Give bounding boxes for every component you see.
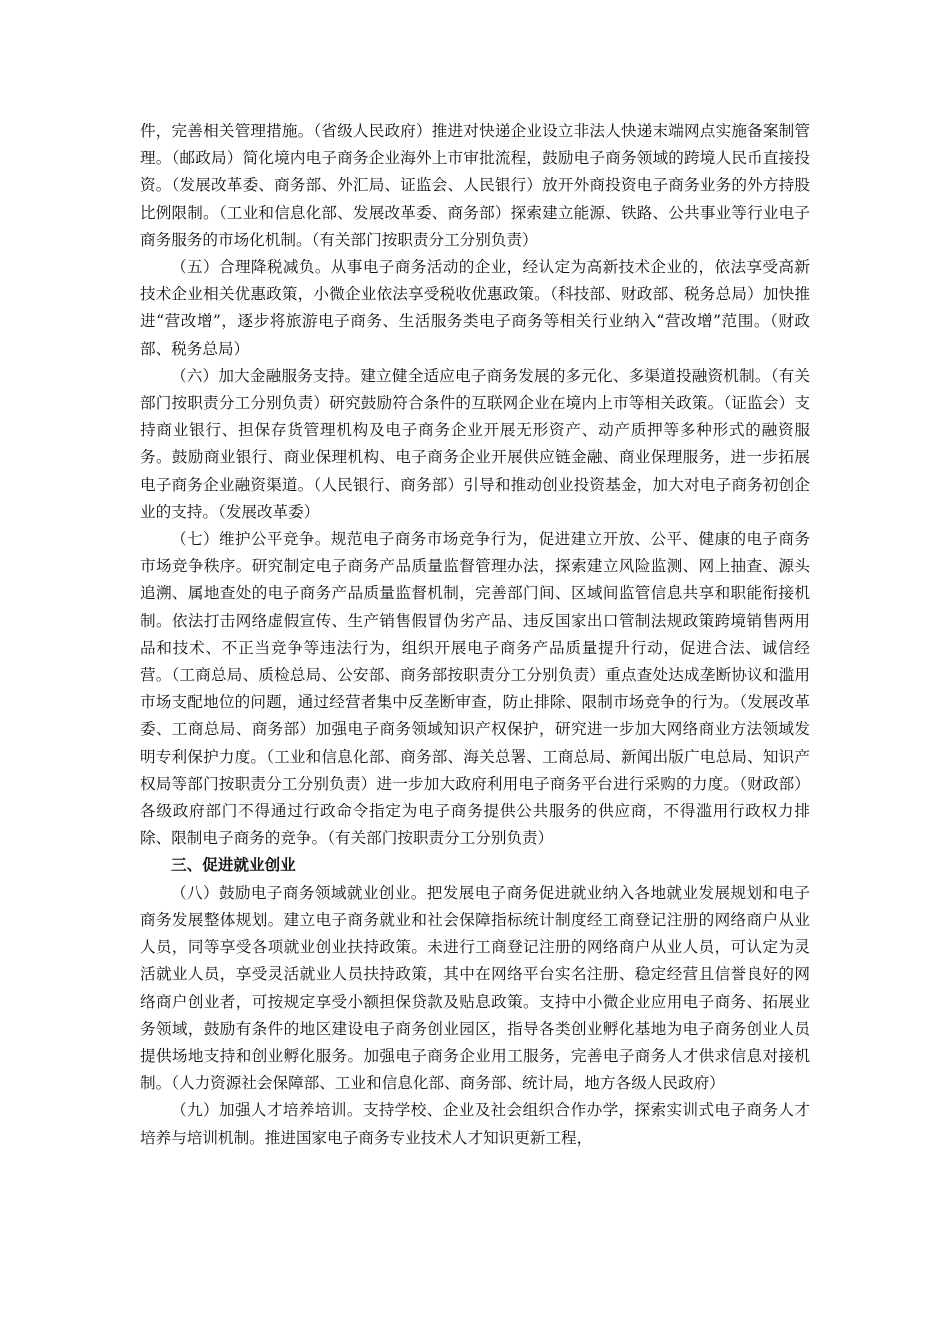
paragraph-tax-reduction: （五）合理降税减负。从事电子商务活动的企业，经认定为高新技术企业的，依法享受高新技术企业相关优惠政策，小微企业依法享受税收优惠政策。（科技部、财政部、税务总局）加快推进“营改增”，逐步将旅游电子商务、生活服务类电子商务等相关行业纳入“营改增”范围。（财政部、税务总局）: [140, 258, 810, 358]
paragraph-employment-entrepreneurship: （八）鼓励电子商务领域就业创业。把发展电子商务促进就业纳入各地就业发展规划和电子商务发展整体规划。建立电子商务就业和社会保障指标统计制度经工商登记注册的网络商户从业人员，同等享受各项就业创业扶持政策。未进行工商登记注册的网络商户从业人员，可认定为灵活就业人员，享受灵活就业人员扶持政策，其中在网络平台实名注册、稳定经营且信誉良好的网络商户创业者，可按规定享受小额担保贷款及贴息政策。支持中小微企业应用电子商务、拓展业务领域，鼓励有条件的地区建设电子商务创业园区，指导各类创业孵化基地为电子商务创业人员提供场地支持和创业孵化服务。加强电子商务企业用工服务，完善电子商务人才供求信息对接机制。（人力资源社会保障部、工业和信息化部、商务部、统计局，地方各级人民政府）: [140, 883, 810, 1093]
paragraph-financial-support: （六）加大金融服务支持。建立健全适应电子商务发展的多元化、多渠道投融资机制。（有关部门按职责分工分别负责）研究鼓励符合条件的互联网企业在境内上市等相关政策。（证监会）支持商业银行、担保存货管理机构及电子商务企业开展无形资产、动产质押等多种形式的融资服务。鼓励商业银行、商业保理机构、电子商务企业开展供应链金融、商业保理服务，进一步拓展电子商务企业融资渠道。（人民银行、商务部）引导和推动创业投资基金，加大对电子商务初创企业的支持。（发展改革委）: [140, 366, 810, 521]
document-page: [140, 118, 810, 1152]
section-heading-employment: 三、促进就业创业: [171, 856, 296, 875]
paragraph-talent-training: （九）加强人才培养培训。支持学校、企业及社会组织合作办学，探索实训式电子商务人才培养与培训机制。推进国家电子商务专业技术人才知识更新工程，: [140, 1101, 810, 1147]
paragraph-continuation: 件，完善相关管理措施。（省级人民政府）推进对快递企业设立非法人快递末端网点实施备案制管理。（邮政局）简化境内电子商务企业海外上市审批流程，鼓励电子商务领域的跨境人民币直接投资。（发展改革委、商务部、外汇局、证监会、人民银行）放开外商投资电子商务业务的外方持股比例限制。（工业和信息化部、发展改革委、商务部）探索建立能源、铁路、公共事业等行业电子商务服务的市场化机制。（有关部门按职责分工分别负责）: [140, 122, 810, 249]
paragraph-fair-competition: （七）维护公平竞争。规范电子商务市场竞争行为，促进建立开放、公平、健康的电子商务市场竞争秩序。研究制定电子商务产品质量监督管理办法，探索建立风险监测、网上抽查、源头追溯、属地查处的电子商务产品质量监督机制，完善部门间、区域间监管信息共享和职能衔接机制。依法打击网络虚假宣传、生产销售假冒伪劣产品、违反国家出口管制法规政策跨境销售两用品和技术、不正当竞争等违法行为，组织开展电子商务产品质量提升行动，促进合法、诚信经营。（工商总局、质检总局、公安部、商务部按职责分工分别负责）重点查处达成垄断协议和滥用市场支配地位的问题，通过经营者集中反垄断审查，防止排除、限制市场竞争的行为。（发展改革委、工商总局、商务部）加强电子商务领域知识产权保护，研究进一步加大网络商业方法领域发明专利保护力度。（工业和信息化部、商务部、海关总署、工商总局、新闻出版广电总局、知识产权局等部门按职责分工分别负责）进一步加大政府利用电子商务平台进行采购的力度。（财政部）各级政府部门不得通过行政命令指定为电子商务提供公共服务的供应商，不得滥用行政权力排除、限制电子商务的竞争。（有关部门按职责分工分别负责）: [140, 530, 810, 848]
